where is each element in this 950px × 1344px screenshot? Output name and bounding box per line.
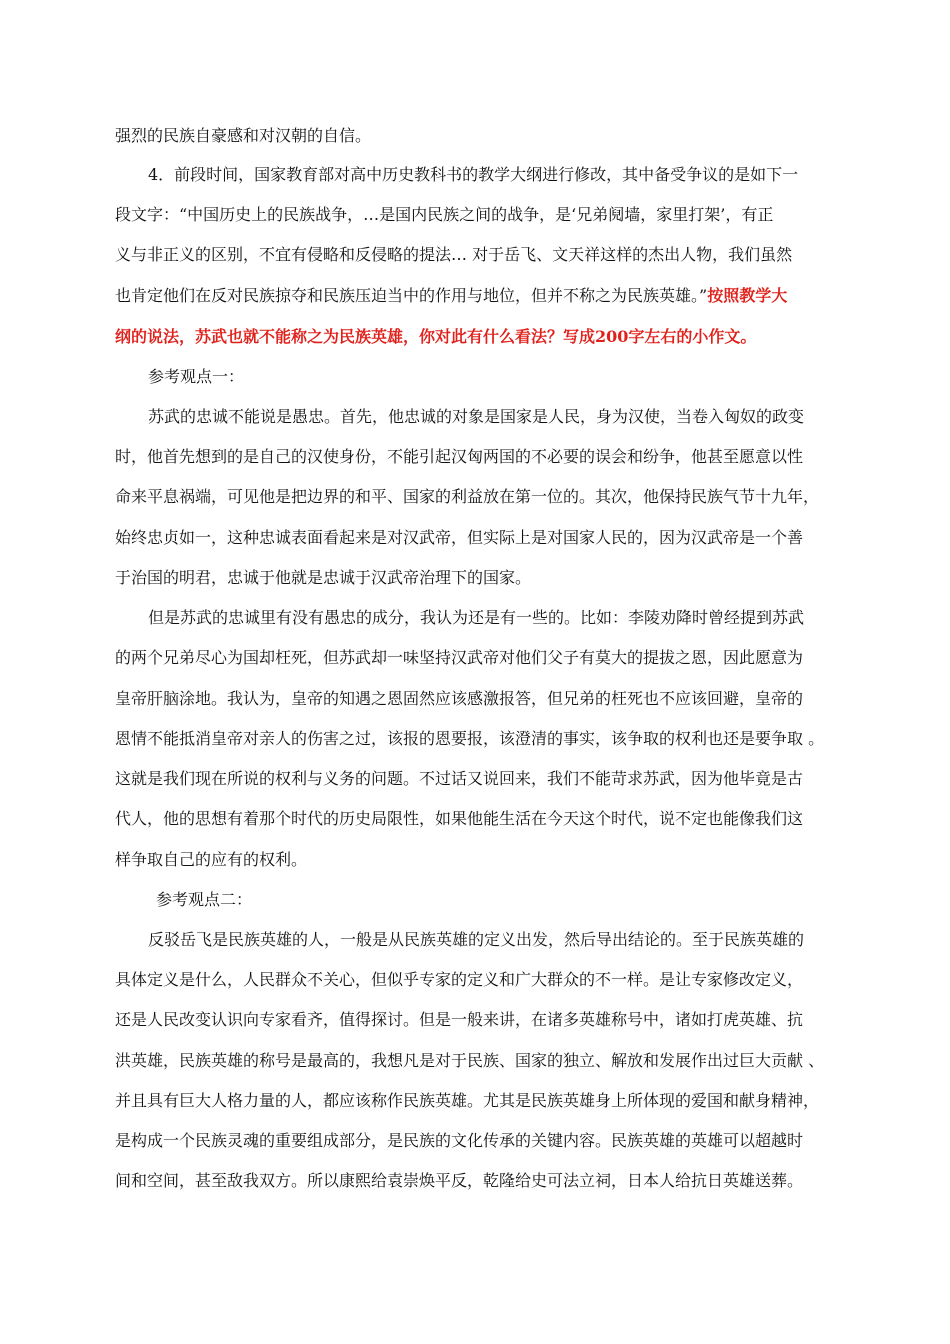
text-line: 义与非正义的区别，不宜有侵略和反侵略的提法… 对于岳飞、文天祥这样的杰出人物，我们虽然 (115, 245, 793, 264)
text-line: 这就是我们现在所说的权利与义务的问题。不过话又说回来，我们不能苛求苏武，因为他毕竟是古 (115, 769, 804, 788)
text-line: 的两个兄弟尽心为国却枉死，但苏武却一味坚持汉武帝对他们父子有莫大的提拔之恩，因此愿意为 (115, 648, 804, 667)
reference-view-2-heading: 参考观点二： (156, 890, 253, 909)
text-line: 段文字：“中国历史上的民族战争，…是国内民族之间的战争，是‘兄弟阋墙，家里打架’，有正 (115, 205, 774, 224)
text-line: 时，他首先想到的是自己的汉使身份，不能引起汉匈两国的不必要的误会和纷争，他甚至愿意以性 (115, 447, 804, 466)
text-line: 代人，他的思想有着那个时代的历史局限性，如果他能生活在今天这个时代，说不定也能像我们这 (115, 809, 804, 828)
text-line: 皇帝肝脑涂地。我认为，皇帝的知遇之恩固然应该感激报答，但兄弟的枉死也不应该回避，皇帝的 (115, 689, 804, 708)
question-prompt-highlight: 纲的说法，苏武也就不能称之为民族英雄，你对此有什么看法？写成200字左右的小作文。 (115, 327, 757, 346)
text-line: 始终忠贞如一，这种忠诚表面看起来是对汉武帝，但实际上是对国家人民的，因为汉武帝是一个善 (115, 528, 804, 547)
text-line (115, 284, 845, 308)
question-prompt-highlight: 按照教学大 (707, 286, 788, 305)
text-line: 还是人民改变认识向专家看齐，值得探讨。但是一般来讲，在诸多英雄称号中，诸如打虎英雄、抗 (115, 1010, 804, 1029)
text-line: 强烈的民族自豪感和对汉朝的自信。 (115, 126, 372, 145)
text-line: 样争取自己的应有的权利。 (115, 850, 308, 869)
text-line: 恩情不能抵消皇帝对亲人的伤害之过，该报的恩要报，该澄清的事实，该争取的权利也还是要争取 。 (115, 729, 825, 748)
text-line: 是构成一个民族灵魂的重要组成部分，是民族的文化传承的关键内容。民族英雄的英雄可以超越时 (115, 1131, 804, 1150)
text-line: 苏武的忠诚不能说是愚忠。首先，他忠诚的对象是国家是人民，身为汉使，当卷入匈奴的政变 (148, 407, 805, 426)
text-line: 并且具有巨大人格力量的人，都应该称作民族英雄。尤其是民族英雄身上所体现的爱国和献身精神， (115, 1091, 820, 1110)
text-line: 但是苏武的忠诚里有没有愚忠的成分，我认为还是有一些的。比如：李陵劝降时曾经提到苏武 (148, 608, 805, 627)
question-4-line: 4．前段时间，国家教育部对高中历史教科书的教学大纲进行修改，其中备受争议的是如下一 (148, 165, 799, 184)
reference-view-1-heading: 参考观点一： (148, 367, 245, 386)
quote-text: 也肯定他们在反对民族掠夺和民族压迫当中的作用与地位，但并不称之为民族英雄。” (115, 286, 708, 305)
text-line: 于治国的明君，忠诚于他就是忠诚于汉武帝治理下的国家。 (115, 568, 532, 587)
text-line: 命来平息祸端，可见他是把边界的和平、国家的利益放在第一位的。其次，他保持民族气节十九年， (115, 487, 820, 506)
text-line: 洪英雄，民族英雄的称号是最高的，我想凡是对于民族、国家的独立、解放和发展作出过巨大贡献 、 (115, 1051, 825, 1070)
text-line: 具体定义是什么，人民群众不关心，但似乎专家的定义和广大群众的不一样。是让专家修改定义， (115, 970, 804, 989)
text-line: 反驳岳飞是民族英雄的人，一般是从民族英雄的定义出发，然后导出结论的。至于民族英雄的 (148, 930, 805, 949)
text-line: 间和空间，甚至敌我双方。所以康熙给袁崇焕平反，乾隆给史可法立祠，日本人给抗日英雄送葬。 (115, 1171, 804, 1190)
